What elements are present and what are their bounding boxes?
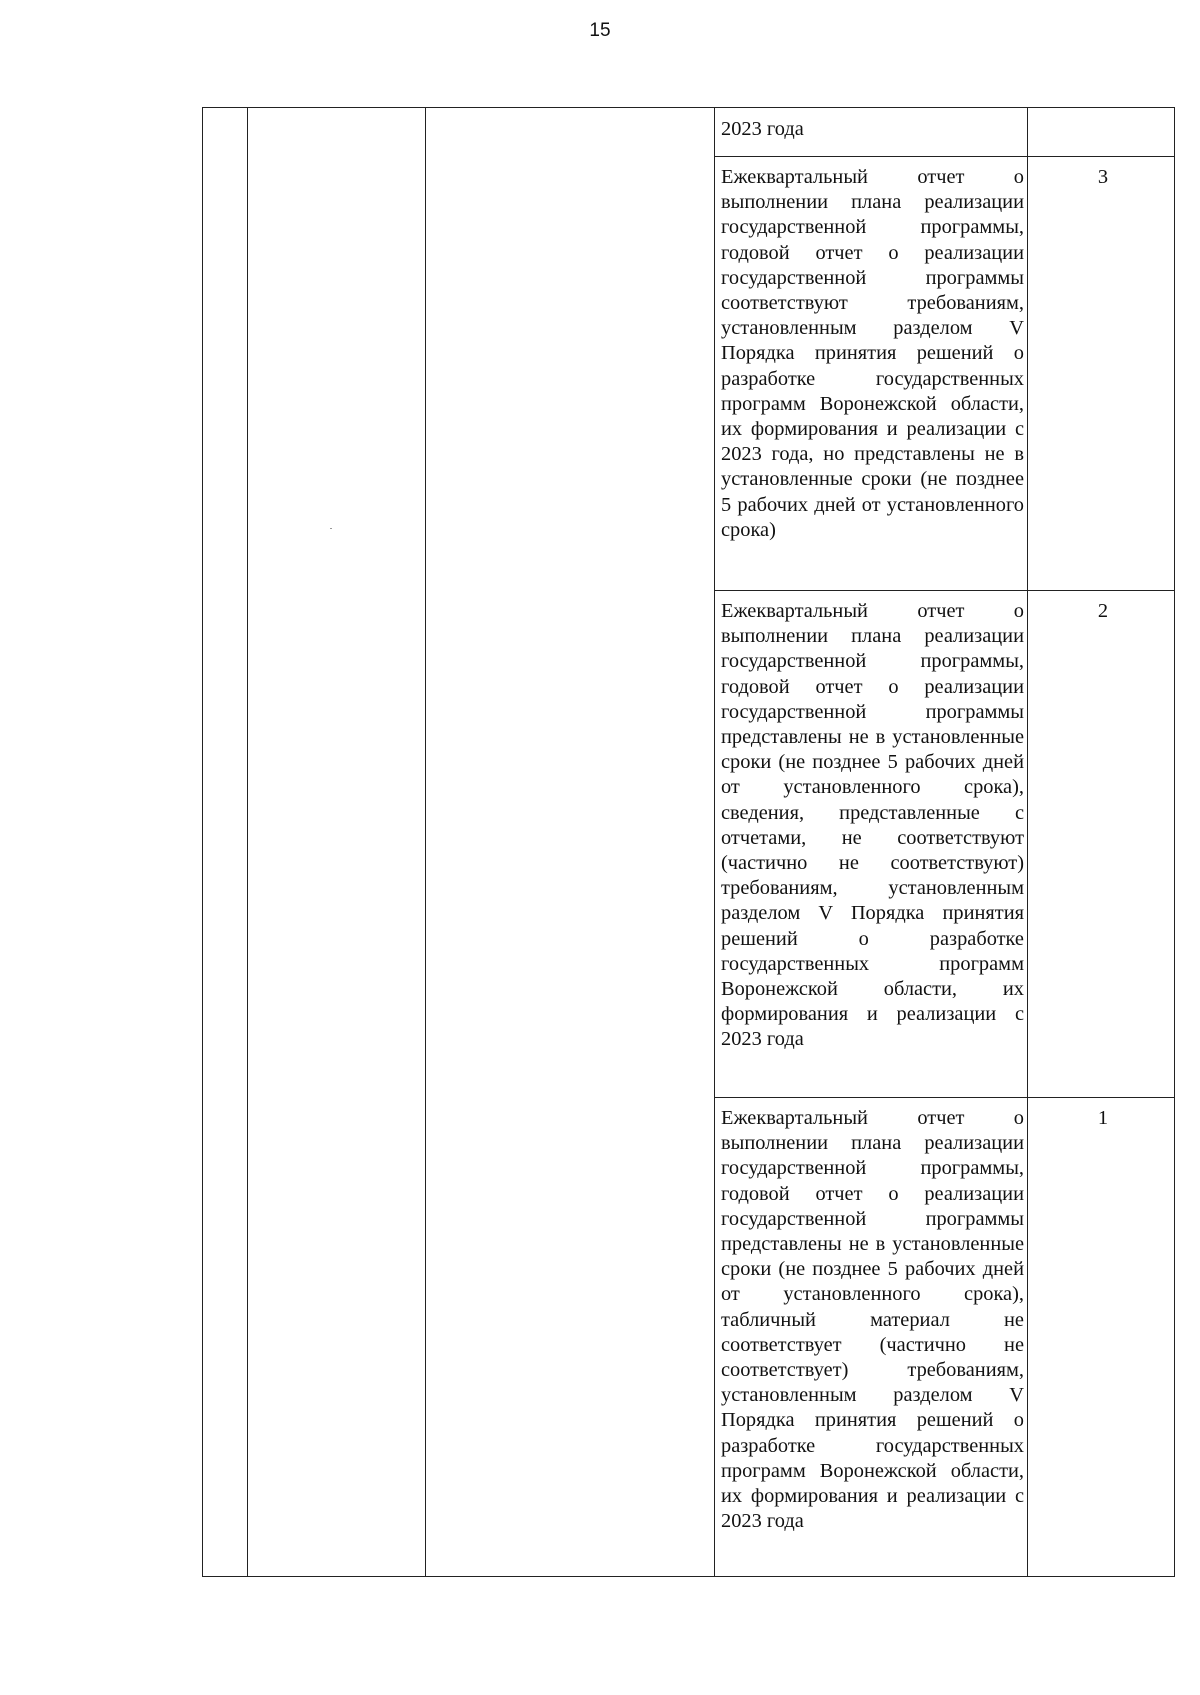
column-divider [425, 108, 426, 1576]
column-divider [1027, 108, 1028, 1576]
page-number: 15 [589, 20, 611, 41]
row-divider [714, 1097, 1174, 1098]
row-divider [714, 156, 1174, 157]
score-cell: 2 [1097, 600, 1109, 622]
criterion-text-cell: Ежеквартальный отчет о выполнении плана реализации государственной программы, годовой отчет о реализации государственной программы представлены не в установленные сроки (не позднее 5 рабочих дней от установленного срока), табличный материал не соответствует (частично не соответствует) требованиям, установленным разделом V Порядка принятия решений о разработке государственных программ Воронежской области, их формирования и реализации с 2023 года [721, 1107, 1024, 1533]
column-divider [247, 108, 248, 1576]
scan-speck [330, 528, 332, 529]
criterion-text-cell: 2023 года [721, 118, 804, 140]
criterion-text-cell: Ежеквартальный отчет о выполнении плана реализации государственной программы, годовой отчет о реализации государственной программы соответствуют требованиям, установленным разделом V Порядка принятия решений о разработке государственных программ Воронежской области, их формирования и реализации с 2023 года, но представлены не в установленные сроки (не позднее 5 рабочих дней от установленного срока) [721, 166, 1024, 541]
column-divider [714, 108, 715, 1576]
criteria-table [202, 107, 1175, 1577]
score-cell: 3 [1097, 166, 1109, 188]
criterion-text-cell: Ежеквартальный отчет о выполнении плана реализации государственной программы, годовой отчет о реализации государственной программы представлены не в установленные сроки (не позднее 5 рабочих дней от установленного срока), сведения, представленные с отчетами, не соответствуют (частично не соответствуют) требованиям, установленным разделом V Порядка принятия решений о разработке государственных программ Воронежской области, их формирования и реализации с 2023 года [721, 600, 1024, 1051]
score-cell: 1 [1097, 1107, 1109, 1129]
row-divider [714, 590, 1174, 591]
